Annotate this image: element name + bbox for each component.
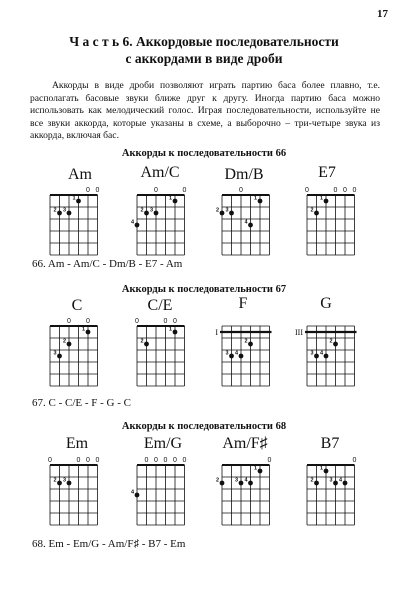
- chord-diagram-c: [40, 316, 110, 386]
- finger-number: 1: [168, 195, 172, 202]
- finger-number: 3: [234, 477, 238, 484]
- open-string-mark: 0: [154, 187, 158, 194]
- finger-dot: [248, 481, 253, 486]
- chord-name: G: [320, 295, 332, 312]
- chord-diagram-dm-b: [212, 185, 282, 255]
- chord-diagram-am-fsharp: [212, 455, 282, 525]
- finger-number: 2: [53, 477, 57, 484]
- chord-name: Am: [68, 166, 92, 183]
- finger-dot: [324, 199, 329, 204]
- chord-diagram-em-g: [127, 455, 197, 525]
- finger-dot: [258, 469, 263, 474]
- open-string-mark: 0: [163, 457, 168, 464]
- finger-dot: [173, 330, 178, 335]
- finger-dot: [239, 354, 244, 359]
- finger-dot: [173, 199, 178, 204]
- open-string-mark: 0: [67, 318, 71, 325]
- finger-dot: [76, 199, 81, 204]
- open-string-mark: 0: [163, 318, 168, 325]
- open-string-mark: 0: [343, 187, 347, 194]
- open-string-mark: 0: [144, 457, 149, 464]
- progression-68: 68. Em - Em/G - Am/F♯ - B7 - Em: [32, 538, 186, 550]
- open-string-mark: 0: [182, 457, 187, 464]
- open-string-mark: 0: [182, 187, 187, 194]
- chord-name: Am/F♯: [222, 435, 268, 452]
- finger-dot: [343, 481, 348, 486]
- open-string-mark: 0: [267, 457, 272, 464]
- finger-number: 2: [215, 477, 219, 484]
- finger-number: 4: [338, 477, 342, 484]
- open-string-mark: 0: [95, 187, 100, 194]
- finger-number: 4: [244, 477, 248, 484]
- open-string-mark: 0: [135, 318, 139, 325]
- finger-number: 3: [310, 350, 314, 357]
- finger-number: 4: [244, 219, 248, 226]
- chord-name: Am/C: [140, 164, 180, 181]
- finger-dot: [86, 330, 91, 335]
- finger-dot: [229, 211, 234, 216]
- finger-number: 2: [329, 338, 333, 345]
- progression-66: 66. Am - Am/C - Dm/B - E7 - Am: [32, 258, 183, 270]
- finger-dot: [67, 481, 72, 486]
- chord-diagram-b7: [297, 455, 367, 525]
- finger-number: 1: [319, 195, 323, 202]
- chord-diagram-e7: [297, 185, 367, 255]
- chord-name: Em/G: [143, 435, 183, 452]
- finger-number: 2: [244, 338, 248, 345]
- finger-number: 4: [130, 489, 134, 496]
- finger-number: 2: [140, 207, 144, 214]
- intro-paragraph: Аккорды в виде дроби позволяют играть партию баса более плавно, т.е. располагать басовые звуки ближе друг к другу. Иногда партию баса можно использовать как мелодический голос. Играя последовательности, используйте не все звуки аккорда, которые указаны в схеме, а выборочно – три-четыре звука из аккорда, включая бас.: [30, 80, 380, 142]
- section-heading-68: Аккорды к последовательности 68: [121, 421, 287, 432]
- finger-dot: [220, 211, 225, 216]
- finger-number: 4: [130, 219, 134, 226]
- page-subtitle: с аккордами в виде дроби: [125, 51, 283, 66]
- chord-name: Dm/B: [224, 166, 264, 183]
- finger-dot: [57, 211, 62, 216]
- open-string-mark: 0: [305, 187, 309, 194]
- open-string-mark: 0: [239, 187, 243, 194]
- finger-number: 2: [53, 207, 57, 214]
- finger-number: 1: [253, 195, 257, 202]
- finger-number: 3: [225, 207, 229, 214]
- chord-name: E7: [318, 164, 336, 181]
- open-string-mark: 0: [86, 457, 90, 464]
- finger-number: 1: [319, 465, 323, 472]
- page-title: Ч а с т ь 6. Аккордовые последовательности: [69, 34, 339, 49]
- finger-number: 1: [253, 465, 257, 472]
- open-string-mark: 0: [352, 457, 357, 464]
- finger-dot: [67, 211, 72, 216]
- finger-number: 1: [168, 326, 172, 333]
- finger-number: 3: [149, 207, 153, 214]
- open-string-mark: 0: [173, 318, 177, 325]
- finger-number: 1: [72, 195, 76, 202]
- finger-number: 3: [62, 207, 66, 214]
- chord-diagram-f: [212, 316, 282, 386]
- chord-name: F: [238, 295, 248, 312]
- finger-dot: [248, 223, 253, 228]
- open-string-mark: 0: [95, 457, 100, 464]
- finger-number: 3: [62, 477, 66, 484]
- fret-position-label: I: [215, 328, 218, 337]
- open-string-mark: 0: [48, 457, 52, 464]
- finger-dot: [239, 481, 244, 486]
- finger-dot: [333, 481, 338, 486]
- finger-number: 1: [81, 326, 85, 333]
- chord-diagram-c-e: [127, 316, 197, 386]
- finger-dot: [144, 342, 149, 347]
- open-string-mark: 0: [154, 457, 158, 464]
- open-string-mark: 0: [173, 457, 177, 464]
- open-string-mark: 0: [76, 457, 81, 464]
- chord-name: Em: [65, 435, 89, 452]
- finger-number: 2: [62, 338, 66, 345]
- chord-diagram-em: [40, 455, 110, 525]
- finger-dot: [248, 342, 253, 347]
- page-number: 17: [377, 8, 388, 20]
- chord-name: B7: [320, 435, 340, 452]
- finger-number: 3: [225, 350, 229, 357]
- finger-number: 4: [319, 350, 323, 357]
- finger-number: 3: [53, 350, 57, 357]
- finger-dot: [324, 469, 329, 474]
- chord-name: C: [71, 297, 83, 314]
- finger-dot: [57, 354, 62, 359]
- finger-number: 2: [310, 477, 314, 484]
- section-heading-66: Аккорды к последовательности 66: [121, 148, 287, 159]
- chord-name: C/E: [147, 297, 173, 314]
- finger-number: 4: [234, 350, 238, 357]
- chord-diagram-am: [40, 185, 110, 255]
- finger-dot: [220, 481, 225, 486]
- open-string-mark: 0: [86, 318, 90, 325]
- finger-dot: [135, 493, 140, 498]
- finger-dot: [229, 354, 234, 359]
- fret-position-label: III: [295, 328, 303, 337]
- open-string-mark: 0: [333, 187, 338, 194]
- finger-dot: [154, 211, 159, 216]
- finger-dot: [314, 211, 319, 216]
- finger-number: 2: [215, 207, 219, 214]
- finger-dot: [314, 354, 319, 359]
- finger-dot: [144, 211, 149, 216]
- finger-number: 2: [140, 338, 144, 345]
- finger-dot: [333, 342, 338, 347]
- finger-dot: [324, 354, 329, 359]
- progression-67: 67. C - C/E - F - G - C: [32, 397, 131, 409]
- open-string-mark: 0: [352, 187, 357, 194]
- chord-diagram-am-c: [127, 185, 197, 255]
- finger-dot: [314, 481, 319, 486]
- finger-dot: [67, 342, 72, 347]
- finger-number: 2: [310, 207, 314, 214]
- section-heading-67: Аккорды к последовательности 67: [121, 284, 287, 295]
- open-string-mark: 0: [86, 187, 90, 194]
- finger-dot: [258, 199, 263, 204]
- finger-number: 3: [329, 477, 333, 484]
- finger-dot: [57, 481, 62, 486]
- chord-diagram-g: [297, 316, 367, 386]
- finger-dot: [135, 223, 140, 228]
